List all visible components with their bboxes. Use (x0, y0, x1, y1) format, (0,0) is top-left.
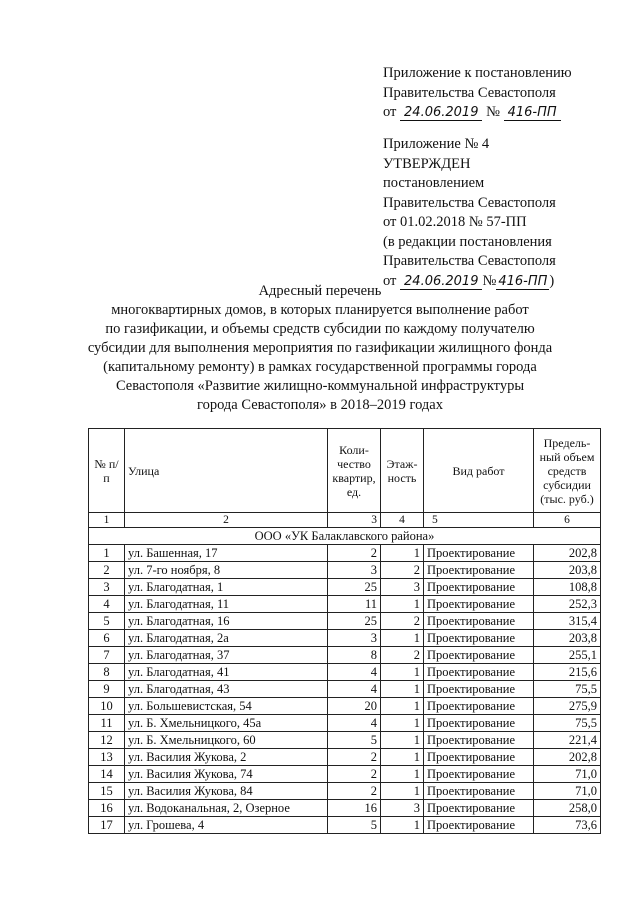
approval-line: от 01.02.2018 № 57-ПП (383, 214, 527, 230)
closing-paren: ) (549, 272, 555, 289)
subsidy-cell: 75,5 (534, 681, 601, 698)
apartments-cell: 4 (328, 681, 381, 698)
floors-cell: 1 (381, 596, 424, 613)
document-title (60, 282, 580, 415)
column-number: 3 (328, 513, 381, 528)
apartments-cell: 4 (328, 715, 381, 732)
group-row (89, 528, 601, 545)
floors-cell: 1 (381, 783, 424, 800)
row-number: 5 (89, 613, 125, 630)
table-header-row (89, 429, 601, 513)
row-number: 6 (89, 630, 125, 647)
street-cell: ул. Василия Жукова, 84 (125, 783, 328, 800)
table-row (89, 783, 601, 800)
table-row (89, 562, 601, 579)
work-type-cell: Проектирование (424, 732, 534, 749)
street-cell: ул. Башенная, 17 (125, 545, 328, 562)
approval-line: УТВЕРЖДЕН (383, 155, 471, 172)
street-cell: ул. Благодатная, 16 (125, 613, 328, 630)
table-row (89, 664, 601, 681)
subsidy-cell: 215,6 (534, 664, 601, 681)
floors-cell: 3 (381, 800, 424, 817)
header-floors: Этаж-ность (381, 429, 424, 513)
approval-line: Правительства Севастополя (383, 253, 556, 269)
street-cell: ул. Большевистская, 54 (125, 698, 328, 715)
table-row (89, 545, 601, 562)
row-number: 7 (89, 647, 125, 664)
floors-cell: 1 (381, 681, 424, 698)
row-number: 2 (89, 562, 125, 579)
number-sign: № (482, 272, 497, 289)
work-type-cell: Проектирование (424, 579, 534, 596)
subsidy-cell: 71,0 (534, 783, 601, 800)
from-label: от (383, 104, 397, 120)
table-row (89, 596, 601, 613)
row-number: 4 (89, 596, 125, 613)
subsidy-cell: 275,9 (534, 698, 601, 715)
column-number: 4 (381, 513, 424, 528)
appendix-line: Правительства Севастополя (383, 84, 556, 101)
approval-line: (в редакции постановления (383, 233, 552, 250)
header-subsidy: Предель-ный объем средств субсидии (тыс. руб.) (534, 429, 601, 513)
column-number-row (89, 513, 601, 528)
row-number: 17 (89, 817, 125, 834)
subsidy-cell: 252,3 (534, 596, 601, 613)
column-number: 1 (89, 513, 125, 528)
street-cell: ул. Благодатная, 1 (125, 579, 328, 596)
floors-cell: 1 (381, 545, 424, 562)
table-row (89, 732, 601, 749)
subsidy-cell: 203,8 (534, 562, 601, 579)
table-row (89, 613, 601, 630)
row-number: 13 (89, 749, 125, 766)
number-sign: № (486, 104, 500, 120)
handwritten-number: 416-ПП (498, 273, 548, 289)
row-number: 15 (89, 783, 125, 800)
title-line: по газификации, и объемы средств субсидии по каждому получателю (105, 321, 535, 337)
street-cell: ул. Водоканальная, 2, Озерное (125, 800, 328, 817)
from-label: от (383, 272, 397, 289)
apartments-cell: 8 (328, 647, 381, 664)
apartments-cell: 2 (328, 766, 381, 783)
title-line: многоквартирных домов, в которых планируется выполнение работ (111, 302, 529, 318)
apartments-cell: 3 (328, 562, 381, 579)
row-number: 8 (89, 664, 125, 681)
header-street: Улица (125, 429, 328, 513)
handwritten-date: 24.06.2019 (400, 105, 482, 121)
title-line: Севастополя «Развитие жилищно-коммунальной инфраструктуры (115, 378, 525, 394)
appendix-header (383, 64, 572, 123)
column-number: 5 (424, 513, 534, 528)
street-cell: ул. 7-го ноября, 8 (125, 562, 328, 579)
header-num: № п/п (89, 429, 125, 513)
apartments-cell: 3 (328, 630, 381, 647)
street-cell: ул. Благодатная, 41 (125, 664, 328, 681)
floors-cell: 2 (381, 562, 424, 579)
header-work: Вид работ (424, 429, 534, 513)
subsidy-cell: 221,4 (534, 732, 601, 749)
row-number: 11 (89, 715, 125, 732)
apartments-cell: 11 (328, 596, 381, 613)
column-number: 6 (534, 513, 601, 528)
row-number: 14 (89, 766, 125, 783)
floors-cell: 1 (381, 698, 424, 715)
floors-cell: 1 (381, 732, 424, 749)
floors-cell: 1 (381, 715, 424, 732)
row-number: 16 (89, 800, 125, 817)
approval-line: Правительства Севастополя (383, 194, 556, 211)
row-number: 3 (89, 579, 125, 596)
apartments-cell: 25 (328, 579, 381, 596)
apartments-cell: 2 (328, 545, 381, 562)
table-row (89, 698, 601, 715)
appendix-date-line (383, 103, 572, 123)
street-cell: ул. Грошева, 4 (125, 817, 328, 834)
apartments-cell: 2 (328, 749, 381, 766)
address-table (88, 428, 601, 834)
column-number: 2 (125, 513, 328, 528)
floors-cell: 1 (381, 817, 424, 834)
subsidy-cell: 315,4 (534, 613, 601, 630)
apartments-cell: 2 (328, 783, 381, 800)
table-row (89, 766, 601, 783)
apartments-cell: 20 (328, 698, 381, 715)
street-cell: ул. Благодатная, 2а (125, 630, 328, 647)
work-type-cell: Проектирование (424, 783, 534, 800)
street-cell: ул. Василия Жукова, 74 (125, 766, 328, 783)
table-row (89, 749, 601, 766)
floors-cell: 2 (381, 647, 424, 664)
floors-cell: 1 (381, 766, 424, 783)
group-name: ООО «УК Балаклавского района» (89, 528, 601, 545)
title-line: Адресный перечень (258, 283, 382, 299)
work-type-cell: Проектирование (424, 715, 534, 732)
subsidy-cell: 108,8 (534, 579, 601, 596)
table-row (89, 715, 601, 732)
subsidy-cell: 75,5 (534, 715, 601, 732)
work-type-cell: Проектирование (424, 596, 534, 613)
subsidy-cell: 203,8 (534, 630, 601, 647)
subsidy-cell: 255,1 (534, 647, 601, 664)
street-cell: ул. Б. Хмельницкого, 60 (125, 732, 328, 749)
header-apartments: Коли-чество квартир, ед. (328, 429, 381, 513)
floors-cell: 1 (381, 630, 424, 647)
floors-cell: 2 (381, 613, 424, 630)
apartments-cell: 5 (328, 817, 381, 834)
subsidy-cell: 202,8 (534, 749, 601, 766)
floors-cell: 3 (381, 579, 424, 596)
work-type-cell: Проектирование (424, 698, 534, 715)
row-number: 9 (89, 681, 125, 698)
work-type-cell: Проектирование (424, 647, 534, 664)
apartments-cell: 4 (328, 664, 381, 681)
work-type-cell: Проектирование (424, 800, 534, 817)
handwritten-date: 24.06.2019 (400, 274, 482, 290)
appendix-line: Приложение к постановлению (383, 65, 572, 81)
work-type-cell: Проектирование (424, 664, 534, 681)
table-row (89, 630, 601, 647)
subsidy-cell: 202,8 (534, 545, 601, 562)
work-type-cell: Проектирование (424, 681, 534, 698)
work-type-cell: Проектирование (424, 817, 534, 834)
subsidy-cell: 73,6 (534, 817, 601, 834)
apartments-cell: 25 (328, 613, 381, 630)
work-type-cell: Проектирование (424, 613, 534, 630)
table-row (89, 681, 601, 698)
subsidy-cell: 71,0 (534, 766, 601, 783)
table-row (89, 800, 601, 817)
work-type-cell: Проектирование (424, 562, 534, 579)
approval-line: Приложение № 4 (383, 136, 490, 152)
street-cell: ул. Благодатная, 11 (125, 596, 328, 613)
floors-cell: 1 (381, 664, 424, 681)
floors-cell: 1 (381, 749, 424, 766)
approval-line: постановлением (383, 175, 485, 191)
work-type-cell: Проектирование (424, 749, 534, 766)
work-type-cell: Проектирование (424, 630, 534, 647)
street-cell: ул. Благодатная, 37 (125, 647, 328, 664)
title-line: (капитальному ремонту) в рамках государственной программы города (103, 359, 537, 375)
row-number: 10 (89, 698, 125, 715)
row-number: 12 (89, 732, 125, 749)
subsidy-cell: 258,0 (534, 800, 601, 817)
table-row (89, 647, 601, 664)
street-cell: ул. Б. Хмельницкого, 45а (125, 715, 328, 732)
street-cell: ул. Благодатная, 43 (125, 681, 328, 698)
street-cell: ул. Василия Жукова, 2 (125, 749, 328, 766)
title-line: субсидии для выполнения мероприятия по газификации жилищного фонда (87, 340, 553, 356)
work-type-cell: Проектирование (424, 545, 534, 562)
approval-block (383, 135, 556, 291)
apartments-cell: 16 (328, 800, 381, 817)
row-number: 1 (89, 545, 125, 562)
apartments-cell: 5 (328, 732, 381, 749)
table-row (89, 579, 601, 596)
title-line: города Севастополя» в 2018–2019 годах (197, 397, 443, 413)
work-type-cell: Проектирование (424, 766, 534, 783)
handwritten-number: 416-ПП (504, 105, 561, 121)
table-row (89, 817, 601, 834)
